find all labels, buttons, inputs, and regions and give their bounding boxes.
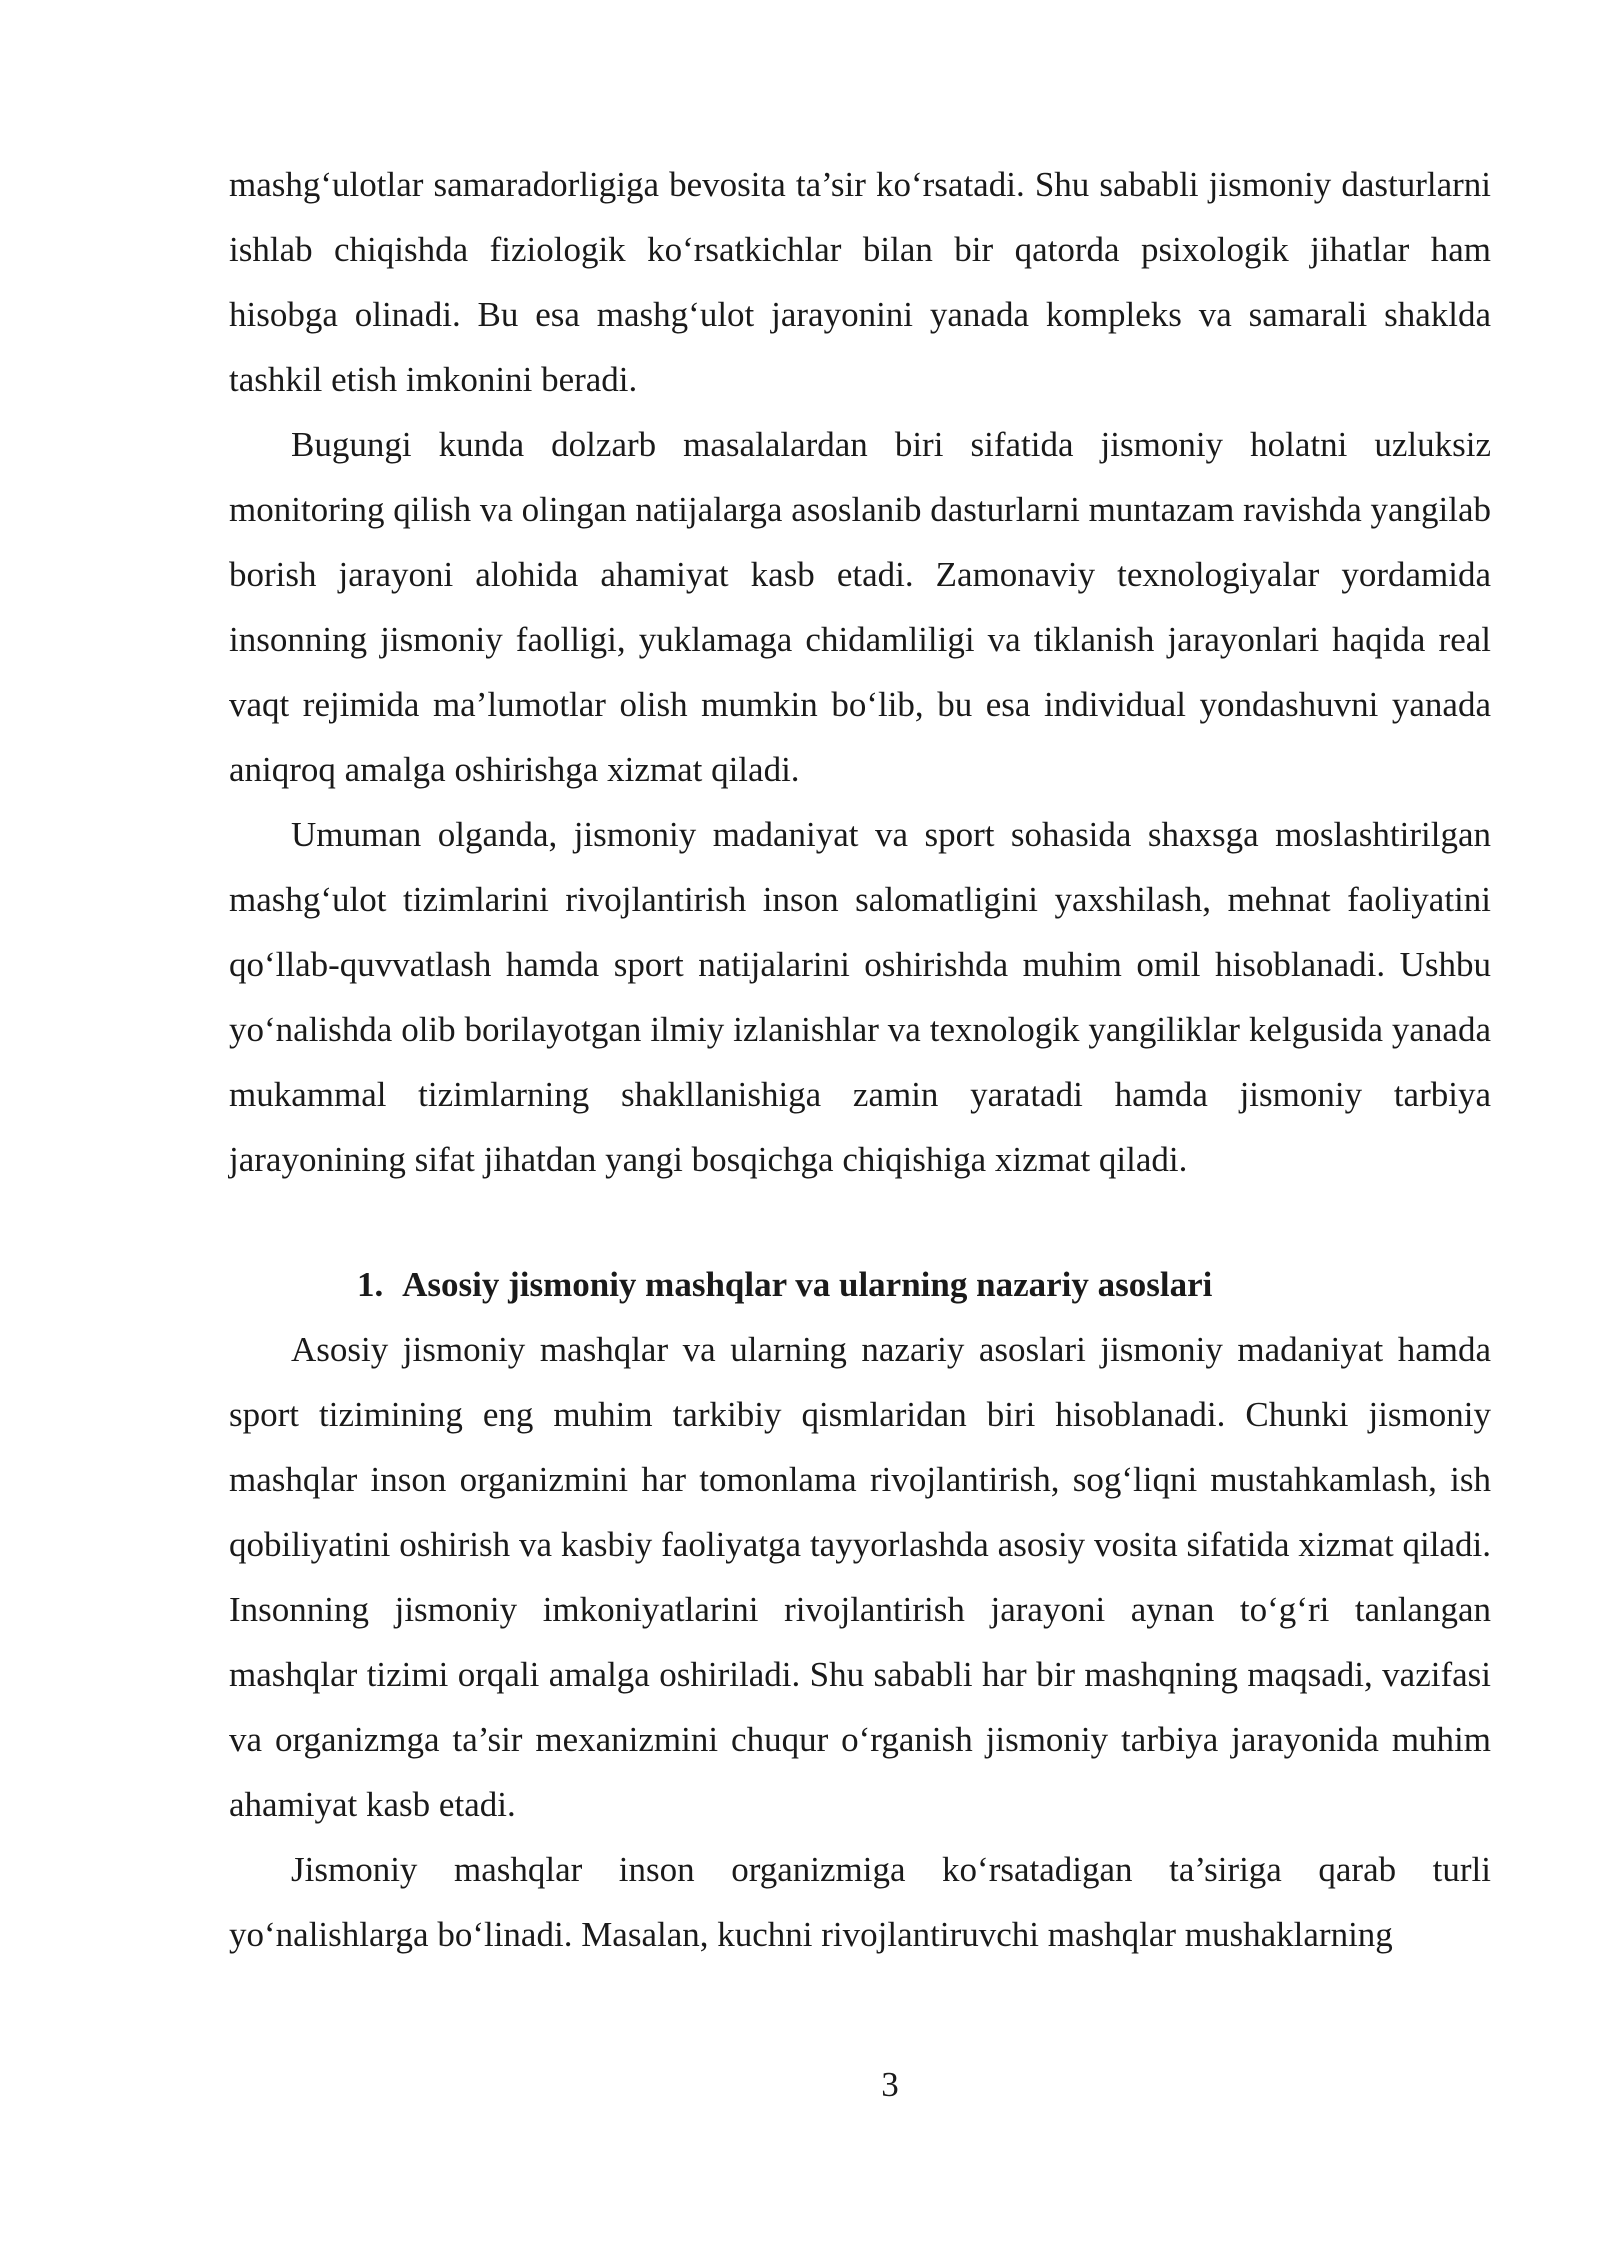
body-paragraph: mashg‘ulotlar samaradorligiga bevosita ta’sir ko‘rsatadi. Shu sababli jismoniy dasturlarni ishlab chiqishda fiziologik ko‘rsatkichlar bilan bir qatorda psixologik jihatlar ham hisobga olinadi. Bu esa mashg‘ulot jarayonini yanada kompleks va samarali shaklda tashkil etish imkonini beradi. (229, 165, 1491, 399)
section-heading (229, 1252, 1491, 1317)
body-paragraph: Umuman olganda, jismoniy madaniyat va sport sohasida shaxsga moslashtirilgan mashg‘ulot tizimlarini rivojlantirish inson salomatligini yaxshilash, mehnat faoliyatini qo‘llab-quvvatlash hamda sport natijalarini oshirishda muhim omil hisoblanadi. Ushbu yo‘nalishda olib borilayotgan ilmiy izlanishlar va texnologik yangiliklar kelgusida yanada mukammal tizimlarning shakllanishiga zamin yaratadi hamda jismoniy tarbiya jarayonining sifat jihatdan yangi bosqichga chiqishiga xizmat qiladi. (229, 815, 1491, 1179)
document-page (229, 152, 1491, 1967)
body-paragraph: Jismoniy mashqlar inson organizmiga ko‘rsatadigan ta’siriga qarab turli yo‘nalishlarga bo‘linadi. Masalan, kuchni rivojlantiruvchi mashqlar mushaklarning (229, 1850, 1491, 1954)
section-title: Asosiy jismoniy mashqlar va ularning nazariy asoslari (402, 1265, 1213, 1304)
body-paragraph: Bugungi kunda dolzarb masalalardan biri sifatida jismoniy holatni uzluksiz monitoring qilish va olingan natijalarga asoslanib dasturlarni muntazam ravishda yangilab borish jarayoni alohida ahamiyat kasb etadi. Zamonaviy texnologiyalar yordamida insonning jismoniy faolligi, yuklamaga chidamliligi va tiklanish jarayonlari haqida real vaqt rejimida ma’lumotlar olish mumkin bo‘lib, bu esa individual yondashuvni yanada aniqroq amalga oshirishga xizmat qiladi. (229, 425, 1491, 789)
section-number: 1. (357, 1265, 384, 1304)
body-paragraph: Asosiy jismoniy mashqlar va ularning nazariy asoslari jismoniy madaniyat hamda sport tizimining eng muhim tarkibiy qismlaridan biri hisoblanadi. Chunki jismoniy mashqlar inson organizmini har tomonlama rivojlantirish, sog‘liqni mustahkamlash, ish qobiliyatini oshirish va kasbiy faoliyatga tayyorlashda asosiy vosita sifatida xizmat qiladi. Insonning jismoniy imkoniyatlarini rivojlantirish jarayoni aynan to‘g‘ri tanlangan mashqlar tizimi orqali amalga oshiriladi. Shu sababli har bir mashqning maqsadi, vazifasi va organizmga ta’sir mexanizmini chuqur o‘rganish jismoniy tarbiya jarayonida muhim ahamiyat kasb etadi. (229, 1330, 1491, 1824)
page-number: 3 (881, 2065, 899, 2104)
